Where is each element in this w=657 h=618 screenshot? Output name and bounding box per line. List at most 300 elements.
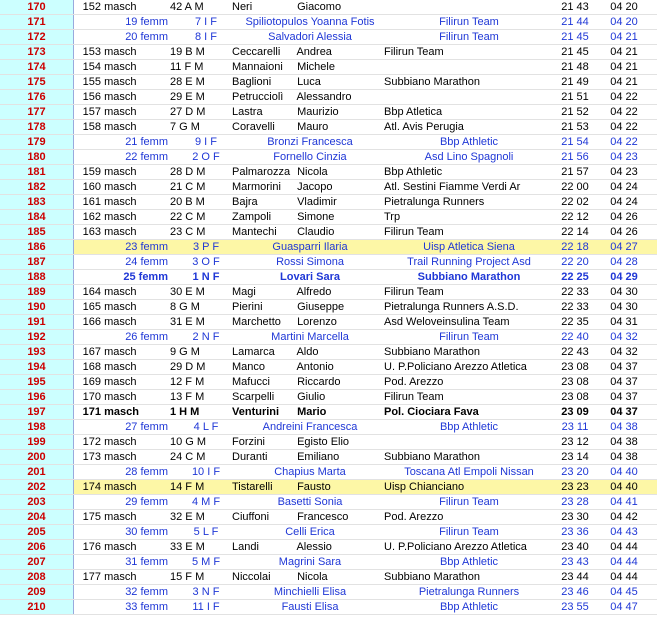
table-row[interactable]: [0, 360, 657, 375]
table-row[interactable]: [0, 570, 657, 585]
table-row[interactable]: [0, 120, 657, 135]
time-cell: [555, 390, 595, 404]
pace-cell: [604, 360, 644, 374]
row-number-cell: [0, 330, 74, 344]
club: Filirun Team: [439, 526, 499, 538]
first-name: Nicola: [297, 166, 328, 178]
table-row[interactable]: [0, 510, 657, 525]
bib-number: 153: [82, 46, 101, 58]
club-cell: [384, 435, 554, 449]
pace-cell: [604, 330, 644, 344]
category-cell: [176, 555, 236, 569]
pace-cell: [604, 510, 644, 524]
club-cell: [384, 120, 554, 134]
athlete-name-cell: [232, 300, 382, 314]
time-cell: [555, 300, 595, 314]
table-row[interactable]: [0, 225, 657, 240]
pace-cell: [604, 120, 644, 134]
pace-cell: [604, 30, 644, 44]
time-cell: [555, 135, 595, 149]
gender: masch: [104, 91, 137, 103]
table-row[interactable]: [0, 315, 657, 330]
table-row[interactable]: [0, 435, 657, 450]
finish-time: 22 18: [561, 241, 589, 253]
gender: masch: [104, 571, 137, 583]
row-number-cell: [0, 0, 74, 14]
first-name: Francesca: [306, 421, 358, 433]
first-name: Giulio: [297, 391, 326, 403]
pace-cell: [604, 255, 644, 269]
athlete-name-cell: [232, 405, 382, 419]
pace: 04 24: [610, 196, 638, 208]
club: Filirun Team: [439, 331, 499, 343]
gender: masch: [104, 286, 137, 298]
table-row[interactable]: [0, 585, 657, 600]
table-row[interactable]: [0, 75, 657, 90]
gender: femm: [140, 241, 168, 253]
club-cell: [384, 225, 554, 239]
category-cell: [176, 255, 236, 269]
club-cell: [384, 330, 554, 344]
pace: 04 44: [610, 541, 638, 553]
pace-cell: [604, 45, 644, 59]
club: U. P.Policiano Arezzo Atletica: [384, 361, 527, 373]
finish-time: 21 44: [561, 16, 589, 28]
row-number: 187: [27, 256, 46, 268]
bib-cell: [78, 570, 166, 584]
table-row[interactable]: [0, 180, 657, 195]
first-name: Giuseppe: [297, 301, 345, 313]
category-cell: [170, 390, 230, 404]
pace: 04 47: [610, 601, 638, 613]
bib-number: 155: [82, 76, 101, 88]
row-number: 170: [27, 1, 46, 13]
table-row[interactable]: [0, 330, 657, 345]
surname: Pierini: [232, 301, 263, 313]
finish-time: 21 43: [561, 1, 589, 13]
surname: Guasparri: [272, 241, 321, 253]
pace-cell: [604, 0, 644, 14]
pace-cell: [604, 420, 644, 434]
finish-time: 22 25: [561, 271, 589, 283]
club: Bbp Athletic: [384, 166, 443, 178]
table-row[interactable]: [0, 495, 657, 510]
finish-time: 22 02: [561, 196, 589, 208]
athlete-name-cell: [236, 30, 384, 44]
bib-cell: [78, 585, 168, 599]
pace-cell: [604, 390, 644, 404]
table-row[interactable]: [0, 195, 657, 210]
gender: masch: [104, 226, 137, 238]
club: Bbp Athletic: [439, 601, 499, 613]
row-number: 184: [27, 211, 46, 223]
row-number: 196: [27, 391, 46, 403]
bib-cell: [78, 420, 168, 434]
pace-cell: [604, 375, 644, 389]
surname: Zampoli: [232, 211, 272, 223]
first-name: Yoanna Fotis: [310, 16, 375, 28]
finish-time: 21 53: [561, 121, 589, 133]
category-cell: [176, 15, 236, 29]
row-number-cell: [0, 135, 74, 149]
table-row[interactable]: [0, 555, 657, 570]
category-cell: [170, 180, 230, 194]
row-number: 201: [27, 466, 46, 478]
bib-cell: [78, 375, 166, 389]
bib-number: 168: [82, 361, 101, 373]
finish-time: 22 20: [561, 256, 589, 268]
pace-cell: [604, 495, 644, 509]
category-cell: [170, 510, 230, 524]
row-number-cell: [0, 300, 74, 314]
category: 28 D M: [170, 166, 206, 178]
table-row[interactable]: [0, 0, 657, 15]
table-row[interactable]: [0, 285, 657, 300]
row-number-cell: [0, 540, 74, 554]
surname: Petrucciolì: [232, 91, 284, 103]
category-cell: [176, 495, 236, 509]
time-cell: [555, 525, 595, 539]
bib-number: 26: [125, 331, 138, 343]
club-cell: [384, 30, 554, 44]
club-cell: [384, 45, 554, 59]
athlete-name-cell: [232, 90, 382, 104]
time-cell: [555, 570, 595, 584]
time-cell: [555, 0, 595, 14]
bib-cell: [78, 450, 166, 464]
time-cell: [555, 360, 595, 374]
category: 1 H M: [170, 406, 200, 418]
finish-time: 23 08: [561, 391, 589, 403]
category: 8 I F: [194, 31, 217, 43]
time-cell: [555, 240, 595, 254]
surname: Martini: [271, 331, 305, 343]
row-number: 193: [27, 346, 46, 358]
club-cell: [384, 555, 554, 569]
gender: masch: [104, 316, 137, 328]
pace-cell: [604, 195, 644, 209]
table-row[interactable]: [0, 15, 657, 30]
pace: 04 37: [610, 361, 638, 373]
finish-time: 23 08: [561, 361, 589, 373]
bib-number: 154: [82, 61, 101, 73]
table-row[interactable]: [0, 135, 657, 150]
row-number: 208: [27, 571, 46, 583]
pace-cell: [604, 210, 644, 224]
athlete-name-cell: [236, 255, 384, 269]
row-number-cell: [0, 390, 74, 404]
first-name: Marcella: [307, 331, 349, 343]
table-row[interactable]: [0, 465, 657, 480]
athlete-name-cell: [236, 330, 384, 344]
bib-cell: [78, 345, 166, 359]
first-name: Maurizio: [297, 106, 339, 118]
table-row[interactable]: [0, 345, 657, 360]
athlete-name-cell: [236, 420, 384, 434]
category-cell: [170, 45, 230, 59]
row-number-cell: [0, 405, 74, 419]
row-number-cell: [0, 15, 74, 29]
athlete-name-cell: [232, 480, 382, 494]
time-cell: [555, 540, 595, 554]
surname: Basetti: [277, 496, 312, 508]
bib-cell: [78, 135, 168, 149]
gender: femm: [140, 586, 168, 598]
pace: 04 30: [610, 301, 638, 313]
surname: Lamarca: [232, 346, 275, 358]
row-number: 181: [27, 166, 46, 178]
finish-time: 22 14: [561, 226, 589, 238]
gender: femm: [140, 466, 168, 478]
table-row[interactable]: [0, 375, 657, 390]
table-row[interactable]: [0, 45, 657, 60]
first-name: Erica: [309, 526, 335, 538]
club: Subbiano Marathon: [384, 451, 481, 463]
finish-time: 23 55: [561, 601, 589, 613]
row-number: 199: [27, 436, 46, 448]
time-cell: [555, 225, 595, 239]
time-cell: [555, 45, 595, 59]
table-row[interactable]: [0, 420, 657, 435]
row-number: 190: [27, 301, 46, 313]
club-cell: [384, 255, 554, 269]
bib-number: 169: [82, 376, 101, 388]
gender: masch: [104, 166, 137, 178]
category: 1 N F: [192, 271, 220, 283]
row-number-cell: [0, 600, 74, 614]
pace: 04 38: [610, 436, 638, 448]
table-row[interactable]: [0, 540, 657, 555]
row-number: 186: [27, 241, 46, 253]
club-cell: [384, 150, 554, 164]
athlete-name-cell: [232, 390, 382, 404]
bib-cell: [78, 330, 168, 344]
bib-number: 21: [125, 136, 138, 148]
pace: 04 40: [610, 481, 638, 493]
first-name: Elisa: [314, 601, 339, 613]
athlete-name-cell: [236, 240, 384, 254]
club-cell: [384, 210, 554, 224]
bib-cell: [78, 45, 166, 59]
category: 19 B M: [170, 46, 205, 58]
club-cell: [384, 75, 554, 89]
finish-time: 23 36: [561, 526, 589, 538]
table-row[interactable]: [0, 480, 657, 495]
bib-cell: [78, 75, 166, 89]
club: Toscana Atl Empoli Nissan: [404, 466, 534, 478]
table-row[interactable]: [0, 210, 657, 225]
athlete-name-cell: [236, 555, 384, 569]
row-number-cell: [0, 270, 74, 284]
row-number-cell: [0, 60, 74, 74]
time-cell: [555, 435, 595, 449]
club: Pietralunga Runners: [418, 586, 520, 598]
category-cell: [176, 465, 236, 479]
category: 28 E M: [170, 76, 205, 88]
table-row[interactable]: [0, 390, 657, 405]
club: Filirun Team: [384, 46, 444, 58]
pace: 04 37: [610, 376, 638, 388]
athlete-name-cell: [236, 600, 384, 614]
category: 31 E M: [170, 316, 205, 328]
club: Bbp Athletic: [439, 556, 499, 568]
pace-cell: [604, 180, 644, 194]
bib-cell: [78, 180, 166, 194]
club: Filirun Team: [384, 286, 444, 298]
table-row[interactable]: [0, 90, 657, 105]
first-name: Sonia: [314, 496, 343, 508]
row-number-cell: [0, 285, 74, 299]
bib-cell: [78, 210, 166, 224]
pace-cell: [604, 135, 644, 149]
pace-cell: [604, 540, 644, 554]
first-name: Alfredo: [296, 286, 332, 298]
table-row[interactable]: [0, 525, 657, 540]
bib-cell: [78, 495, 168, 509]
category: 32 E M: [170, 511, 205, 523]
time-cell: [555, 120, 595, 134]
table-row[interactable]: [0, 60, 657, 75]
club-cell: [384, 0, 554, 14]
club-cell: [384, 165, 554, 179]
club: Trp: [384, 211, 401, 223]
club: Subbiano Marathon: [417, 271, 521, 283]
row-number-cell: [0, 165, 74, 179]
row-number-cell: [0, 495, 74, 509]
category-cell: [170, 90, 230, 104]
category: 3 N F: [192, 586, 220, 598]
table-row[interactable]: [0, 255, 657, 270]
gender: femm: [140, 496, 168, 508]
club-cell: [384, 480, 554, 494]
athlete-name-cell: [232, 60, 382, 74]
surname: Celli: [285, 526, 307, 538]
row-number-cell: [0, 315, 74, 329]
table-row[interactable]: [0, 240, 657, 255]
athlete-name-cell: [232, 360, 382, 374]
row-number-cell: [0, 30, 74, 44]
table-row[interactable]: [0, 105, 657, 120]
club: Atl. Sestini Fiamme Verdi Ar: [384, 181, 521, 193]
table-row[interactable]: [0, 450, 657, 465]
first-name: Francesca: [301, 136, 353, 148]
pace-cell: [604, 15, 644, 29]
category-cell: [170, 210, 230, 224]
bib-cell: [78, 285, 166, 299]
athlete-name-cell: [232, 195, 382, 209]
pace: 04 38: [610, 451, 638, 463]
bib-number: 172: [82, 436, 101, 448]
time-cell: [555, 450, 595, 464]
pace: 04 41: [610, 496, 638, 508]
bib-cell: [78, 60, 166, 74]
table-row[interactable]: [0, 30, 657, 45]
pace-cell: [604, 435, 644, 449]
row-number-cell: [0, 210, 74, 224]
first-name: Simona: [306, 256, 344, 268]
row-number-cell: [0, 105, 74, 119]
athlete-name-cell: [232, 75, 382, 89]
bib-cell: [78, 300, 166, 314]
bib-cell: [78, 0, 166, 14]
pace: 04 20: [610, 16, 638, 28]
table-row[interactable]: [0, 165, 657, 180]
bib-number: 24: [125, 256, 138, 268]
club: Bbp Athletic: [439, 421, 499, 433]
athlete-name-cell: [232, 180, 382, 194]
row-number: 195: [27, 376, 46, 388]
gender: femm: [140, 31, 168, 43]
pace-cell: [604, 150, 644, 164]
row-number: 194: [27, 361, 46, 373]
club-cell: [384, 495, 554, 509]
row-number: 174: [27, 61, 46, 73]
club: Bbp Atletica: [384, 106, 443, 118]
gender: femm: [140, 256, 168, 268]
category: 20 B M: [170, 196, 205, 208]
gender: femm: [140, 151, 168, 163]
bib-cell: [78, 105, 166, 119]
club: Asd Weloveinsulina Team: [384, 316, 510, 328]
row-number: 183: [27, 196, 46, 208]
first-name: Jacopo: [297, 181, 333, 193]
table-row[interactable]: [0, 270, 657, 285]
category-cell: [176, 30, 236, 44]
time-cell: [555, 150, 595, 164]
pace: 04 28: [610, 256, 638, 268]
bib-cell: [78, 540, 166, 554]
bib-number: 177: [82, 571, 101, 583]
bib-number: 19: [125, 16, 138, 28]
time-cell: [555, 315, 595, 329]
surname: Mannaioni: [232, 61, 283, 73]
surname: Bronzi: [267, 136, 299, 148]
club: Filirun Team: [384, 226, 444, 238]
bib-number: 152: [82, 1, 101, 13]
athlete-name-cell: [232, 105, 382, 119]
surname: Venturini: [232, 406, 280, 418]
gender: femm: [138, 271, 168, 283]
pace: 04 40: [610, 466, 638, 478]
finish-time: 22 40: [561, 331, 589, 343]
surname: Baglioni: [232, 76, 272, 88]
club: Pietralunga Runners: [384, 196, 485, 208]
table-row[interactable]: [0, 600, 657, 615]
gender: femm: [140, 526, 168, 538]
category: 7 G M: [170, 121, 200, 133]
pace-cell: [604, 450, 644, 464]
athlete-name-cell: [232, 120, 382, 134]
category-cell: [170, 120, 230, 134]
category-cell: [170, 300, 230, 314]
category: 13 F M: [170, 391, 205, 403]
category-cell: [176, 330, 236, 344]
bib-cell: [78, 270, 168, 284]
gender: masch: [104, 541, 137, 553]
table-row[interactable]: [0, 150, 657, 165]
table-row[interactable]: [0, 300, 657, 315]
surname: Duranti: [232, 451, 268, 463]
athlete-name-cell: [232, 435, 382, 449]
category-cell: [170, 435, 230, 449]
row-number: 191: [27, 316, 46, 328]
pace: 04 24: [610, 181, 638, 193]
gender: femm: [140, 556, 168, 568]
row-number-cell: [0, 255, 74, 269]
finish-time: 23 43: [561, 556, 589, 568]
category: 23 C M: [170, 226, 206, 238]
table-row[interactable]: [0, 405, 657, 420]
